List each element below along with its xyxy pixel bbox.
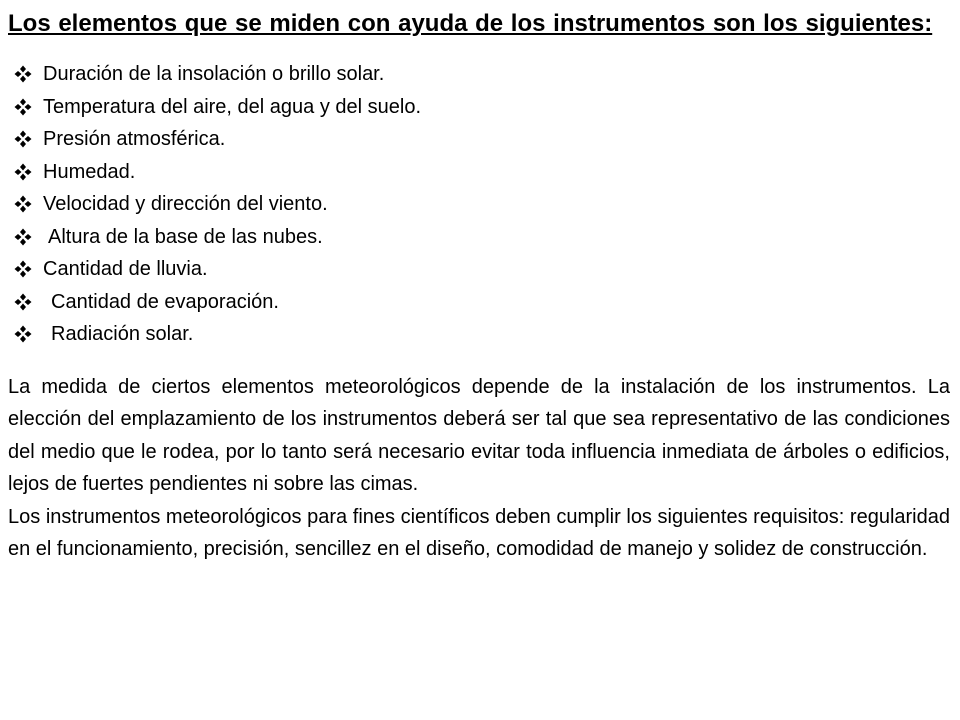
list-item-text: Temperatura del aire, del agua y del suelo. <box>43 95 422 118</box>
list-item <box>8 286 950 319</box>
paragraph-instrument-installation: La medida de ciertos elementos meteorológicos depende de la instalación de los instrumentos. La elección del emplazamiento de los instrumentos deberá ser tal que sea representativo de las condiciones del medio que le rodea, por lo tanto será necesario evitar toda influencia inmediata de árboles o edificios, lejos de fuertes pendientes ni sobre las cimas. <box>8 375 950 495</box>
list-item-text: Cantidad de evaporación. <box>51 290 279 313</box>
list-item-text: Altura de la base de las nubes. <box>48 225 323 248</box>
list-item-text: Velocidad y dirección del viento. <box>43 193 328 215</box>
list-item <box>8 318 950 351</box>
list-item-text: Duración de la insolación o brillo solar. <box>43 63 385 85</box>
list-item <box>8 58 950 91</box>
paragraph-instrument-requirements: Los instrumentos meteorológicos para fines científicos deben cumplir los siguientes requisitos: regularidad en el funcionamiento, precisión, sencillez en el diseño, comodidad de manejo y solidez de construcción. <box>8 505 950 560</box>
list-item-text: Presión atmosférica. <box>43 128 226 150</box>
four-diamond-bullet-icon <box>14 325 32 343</box>
list-item-text: Humedad. <box>43 160 136 183</box>
four-diamond-bullet-icon <box>14 228 32 246</box>
list-item-text: Cantidad de lluvia. <box>43 258 208 280</box>
list-item <box>8 91 950 124</box>
document-heading: Los elementos que se miden con ayuda de los instrumentos son los siguientes: <box>8 10 933 37</box>
four-diamond-bullet-icon <box>14 130 32 148</box>
list-item <box>8 221 950 254</box>
four-diamond-bullet-icon <box>14 293 32 311</box>
four-diamond-bullet-icon <box>14 65 32 83</box>
list-item <box>8 188 950 221</box>
four-diamond-bullet-icon <box>14 260 32 278</box>
four-diamond-bullet-icon <box>14 98 32 116</box>
four-diamond-bullet-icon <box>14 195 32 213</box>
four-diamond-bullet-icon <box>14 163 32 181</box>
list-item <box>8 253 950 286</box>
measured-elements-list <box>8 58 950 351</box>
document-page <box>8 8 950 566</box>
list-item-text: Radiación solar. <box>51 323 194 345</box>
list-item <box>8 156 950 189</box>
list-item <box>8 123 950 156</box>
